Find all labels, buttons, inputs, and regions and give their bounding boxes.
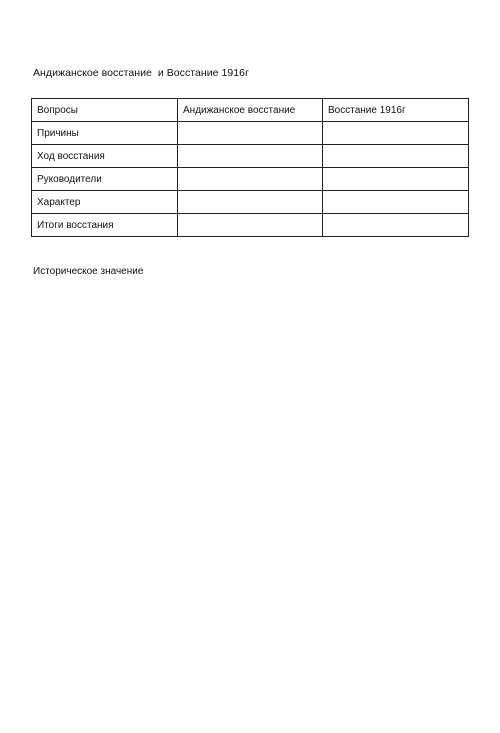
table-row (32, 168, 469, 191)
row-label: Ход восстания (32, 145, 178, 168)
table-row (32, 191, 469, 214)
header-questions: Вопросы (32, 99, 178, 122)
header-andijan-uprising: Андижанское восстание (178, 99, 323, 122)
row-label: Причины (32, 122, 178, 145)
cell-uprising-1916 (323, 214, 469, 237)
cell-andijan (178, 191, 323, 214)
cell-uprising-1916 (323, 122, 469, 145)
document-title: Андижанское восстание и Восстание 1916г (33, 67, 249, 79)
cell-andijan (178, 145, 323, 168)
comparison-table (31, 98, 469, 237)
cell-andijan (178, 214, 323, 237)
row-label: Характер (32, 191, 178, 214)
cell-uprising-1916 (323, 168, 469, 191)
table-row (32, 214, 469, 237)
cell-andijan (178, 122, 323, 145)
row-label: Итоги восстания (32, 214, 178, 237)
cell-andijan (178, 168, 323, 191)
table-header-row (32, 99, 469, 122)
historical-significance-label: Историческое значение (33, 266, 144, 277)
table-row (32, 145, 469, 168)
cell-uprising-1916 (323, 145, 469, 168)
header-uprising-1916: Восстание 1916г (323, 99, 469, 122)
row-label: Руководители (32, 168, 178, 191)
table-row (32, 122, 469, 145)
cell-uprising-1916 (323, 191, 469, 214)
